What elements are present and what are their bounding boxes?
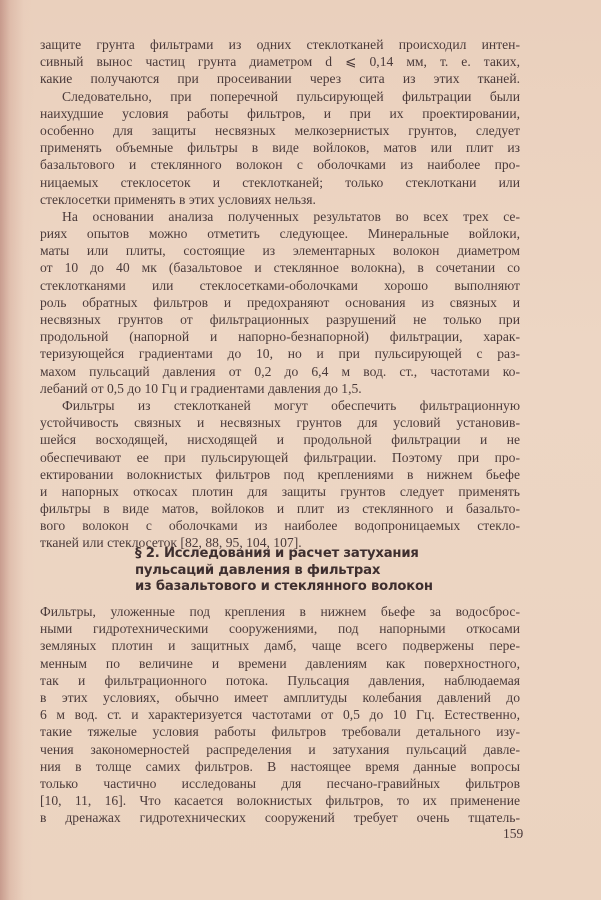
- text-line: в дренажах гидротехнических сооружений требует очень тщатель-: [40, 810, 520, 826]
- text-line: в этих условиях, обычно имеет амплитуды колебания давлений до: [40, 689, 520, 705]
- text-line: стеклотканями или стеклосетками-оболочками хорошо выполняют: [40, 277, 520, 293]
- text-line: применять объемные фильтры в виде войлоков, матов или плит из: [40, 140, 520, 156]
- body-text-bottom: [40, 603, 520, 826]
- heading-line: § 2. Исследования и расчет затухания: [135, 546, 419, 561]
- text-line: наихудшие условия работы фильтров, и при их проектировании,: [40, 105, 520, 121]
- text-line: такие тяжелые условия работы фильтров требовали детального изу-: [40, 724, 520, 740]
- text-line: так и фильтрационного потока. Пульсация давления, наблюдаемая: [40, 672, 520, 688]
- text-line: земляных плотин и защитных дамб, чаще всего подвержены пере-: [40, 638, 520, 654]
- text-line: ектировании волокнистых фильтров под креплениями в нижнем бьефе: [40, 466, 520, 482]
- text-line: менным по величине и времени давлениям как поверхностного,: [40, 655, 520, 671]
- text-line: какие получаются при просеивании через сита из этих тканей.: [40, 71, 520, 87]
- section-heading: [135, 546, 433, 596]
- text-line: [10, 11, 16]. Что касается волокнистых фильтров, то их применение: [40, 793, 520, 809]
- text-line: ными гидротехническими сооружениями, под напорными откосами: [40, 621, 520, 637]
- paragraph-first-line: На основании анализа полученных результатов во всех трех се-: [62, 208, 520, 224]
- text-line: базальтового и стеклянного волокон с оболочками из наиболее про-: [40, 157, 520, 173]
- text-line: устойчивость связных и несвязных грунтов для условий установив-: [40, 415, 520, 431]
- text-line: сивный вынос частиц грунта диаметром d ⩽ 0,14 мм, т. е. таких,: [40, 54, 520, 70]
- paragraph-first-line: Фильтры из стеклотканей могут обеспечить фильтрационную: [62, 397, 520, 413]
- text-line: чения закономерностей распределения и затухания пульсаций давле-: [40, 741, 520, 757]
- text-line: фильтры в виде матов, войлоков и плит из стеклянного и базальто-: [40, 501, 520, 517]
- heading-line: из базальтового и стеклянного волокон: [135, 579, 433, 594]
- text-line: от 10 до 40 мк (базальтовое и стеклянное волокна), в сочетании со: [40, 260, 520, 276]
- text-line: вого волокон с оболочками из наиболее водопроницаемых стекло-: [40, 518, 520, 534]
- text-line: стеклосетки применять в этих условиях нельзя.: [40, 191, 316, 207]
- text-line: 6 м вод. ст. и характеризуется частотами от 0,5 до 10 Гц. Естественно,: [40, 707, 520, 723]
- text-line: махом пульсаций давления от 0,2 до 6,4 м вод. ст., частотами ко-: [40, 363, 520, 379]
- text-line: теризующейся градиентами до 10, но и при пульсирующей с раз-: [40, 346, 520, 362]
- text-line: ницаемых стеклосеток и стеклотканей; только стеклоткани или: [40, 174, 520, 190]
- text-line: роль обратных фильтров и предохраняют основания из связных и: [40, 294, 520, 310]
- text-line: и напорных откосах плотин для защиты грунтов следует применять: [40, 483, 520, 499]
- text-line: маты или плиты, состоящие из элементарных волокон диаметром: [40, 243, 520, 259]
- page-number: 159: [503, 826, 524, 841]
- text-line: защите грунта фильтрами из одних стеклотканей происходил интен-: [40, 37, 520, 52]
- text-line: только частично исследованы для песчано-гравийных фильтров: [40, 775, 520, 791]
- heading-line: пульсаций давления в фильтрах: [135, 562, 381, 578]
- paragraph-first-line: Следовательно, при поперечной пульсирующей фильтрации были: [62, 88, 520, 104]
- text-line: продольной (напорной и напорно-безнапорной) фильтрации, харак-: [40, 329, 520, 345]
- text-line: шейся восходящей, нисходящей и продольной фильтрации и не: [40, 432, 520, 448]
- text-line: лебаний от 0,5 до 10 Гц и градиентами давления до 1,5.: [40, 380, 362, 396]
- text-line: ния в толще самих фильтров. В настоящее время данные вопросы: [40, 758, 520, 774]
- body-text-top: [40, 36, 520, 552]
- text-line: тканей или стеклосеток [82, 88, 95, 104, 107].: [40, 535, 302, 551]
- text-line: риях опытов можно отметить следующее. Минеральные войлоки,: [40, 226, 520, 242]
- text-line: несвязных грунтов от фильтрационных разрушений не только при: [40, 312, 520, 327]
- text-line: Фильтры, уложенные под крепления в нижнем бьефе за водосброс-: [40, 604, 520, 619]
- text-line: особенно для защиты несвязных мелкозернистых грунтов, следует: [40, 122, 520, 138]
- text-line: обеспечивают ее при пульсирующей фильтрации. Поэтому при про-: [40, 449, 520, 465]
